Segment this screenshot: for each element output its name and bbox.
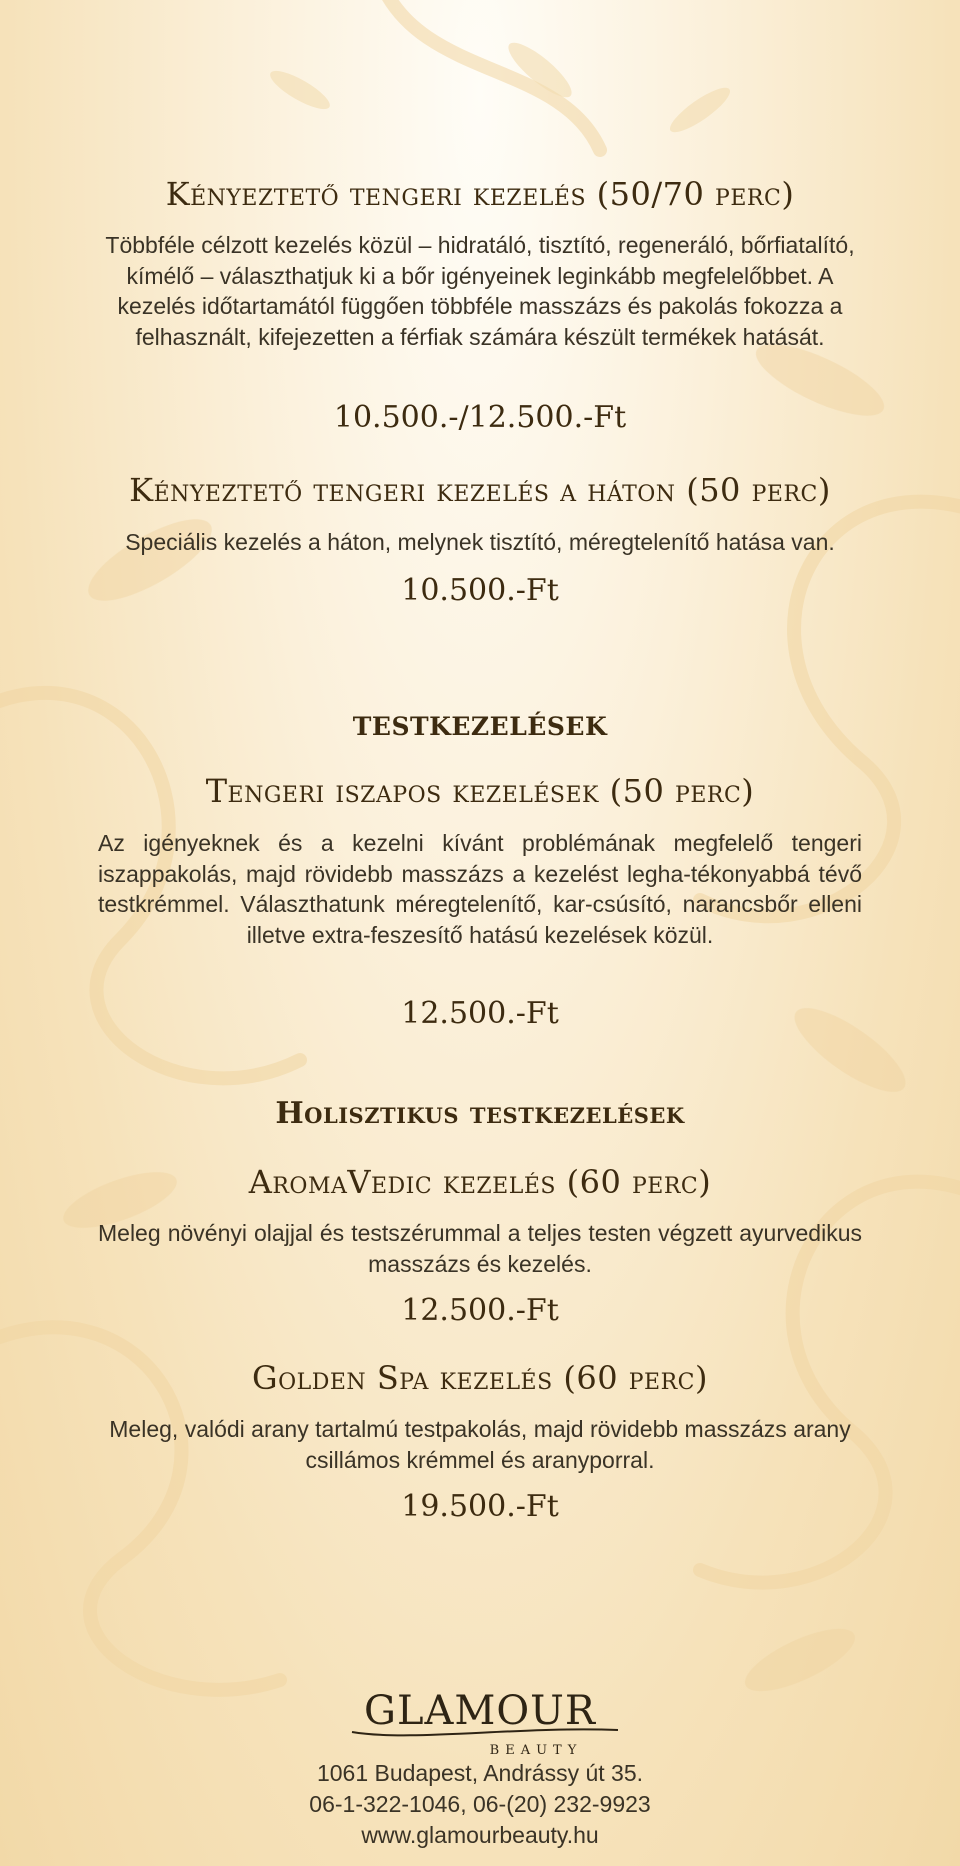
item-description-aromavedic: Meleg növényi olajjal és testszérummal a teljes testen végzett ayurvedikus masszázs és kezelés. <box>98 1220 862 1277</box>
item-description-golden-spa: Meleg, valódi arany tartalmú testpakolás, majd rövidebb masszázs arany csillámos krémmel és aranyporral. <box>109 1416 851 1473</box>
item-title-tengeri-iszapos: Tengeri iszapos kezelések (50 perc) <box>205 772 755 810</box>
section-title-holisztikus: Holisztikus testkezelések <box>275 1096 685 1131</box>
footer-phone[interactable]: 06-1-322-1046, 06-(20) 232-9923 <box>309 1791 651 1817</box>
logo-wordmark: GLAMOUR <box>364 1688 596 1734</box>
item-title-aromavedic: AromaVedic kezelés (60 perc) <box>248 1163 712 1201</box>
item-description-tengeri-kezeles-haton: Speciális kezelés a háton, melynek tisztító, méregtelenítő hatása van. <box>125 529 835 555</box>
section-title-testkezelesek: testkezelések <box>352 702 608 744</box>
item-price-tengeri-iszapos: 12.500.-Ft <box>401 996 559 1031</box>
item-description-tengeri-iszapos: Az igényeknek és a kezelni kívánt problémának megfelelő tengeri iszappakolás, majd rövidebb masszázs a kezelést legha-tékonyabbá tévő testkrémmel. Választhatunk méregtelenítő, kar-csúsító, narancsbőr elleni illetve extra-feszesítő hatású kezelések közül. <box>98 830 862 948</box>
item-price-tengeri-kezeles-haton: 10.500.-Ft <box>401 573 559 608</box>
item-title-tengeri-kezeles-haton: Kényeztető tengeri kezelés a háton (50 perc) <box>129 471 831 509</box>
glamour-beauty-logo <box>330 1680 630 1770</box>
item-price-aromavedic: 12.500.-Ft <box>401 1293 559 1328</box>
footer-website-link[interactable]: www.glamourbeauty.hu <box>361 1822 599 1848</box>
item-price-golden-spa: 19.500.-Ft <box>401 1489 559 1524</box>
item-description-tengeri-kezeles: Többféle célzott kezelés közül – hidratáló, tisztító, regeneráló, bőrfiatalító, kímélő – választhatjuk ki a bőr igényeinek leginkább megfelelőbbet. A kezelés időtartamától függően többféle masszázs és pakolás fokozza a felhasznált, kifejezetten a férfiak számára készült termékek hatását. <box>105 232 855 350</box>
footer-address: 1061 Budapest, Andrássy út 35. <box>316 1760 644 1786</box>
item-title-golden-spa: Golden Spa kezelés (60 perc) <box>252 1359 708 1397</box>
item-title-tengeri-kezeles: Kényeztető tengeri kezelés (50/70 perc) <box>165 175 795 213</box>
item-price-tengeri-kezeles: 10.500.-/12.500.-Ft <box>333 400 627 435</box>
logo-subtitle: BEAUTY <box>489 1743 583 1758</box>
